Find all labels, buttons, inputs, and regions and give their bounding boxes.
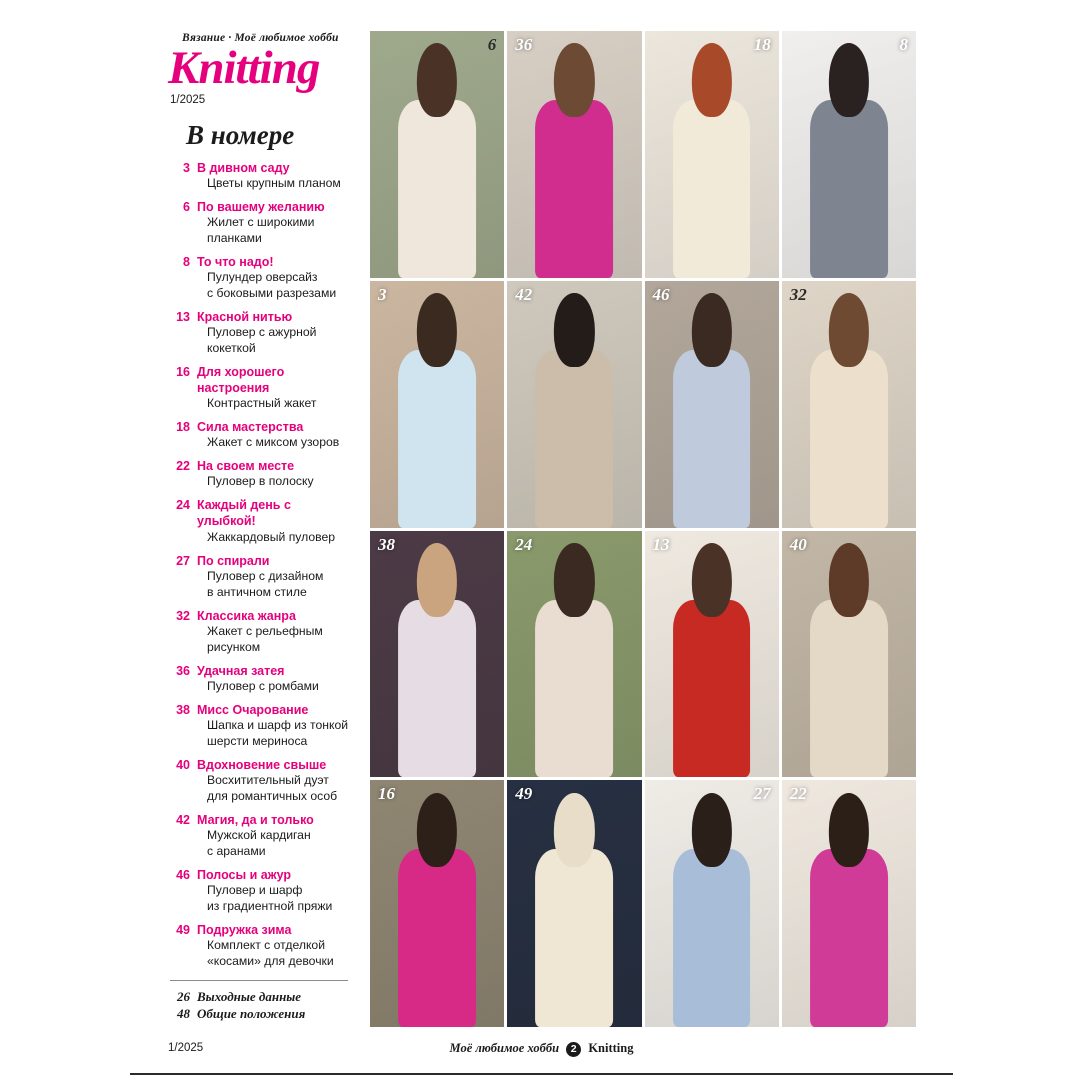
photo-cell[interactable] xyxy=(370,780,504,1027)
table-of-contents-footer xyxy=(168,989,352,1022)
contents-column xyxy=(168,32,352,1023)
masthead-kicker: Вязание · Моё любимое хобби xyxy=(182,32,339,44)
toc-item-title: То что надо! xyxy=(197,254,274,269)
photo-cell[interactable] xyxy=(507,780,641,1027)
photo-knitwear xyxy=(398,350,476,528)
toc-footer-item[interactable] xyxy=(168,1006,352,1022)
toc-item-body xyxy=(190,364,352,412)
photo-model-hair xyxy=(829,43,869,117)
photo-page-number: 46 xyxy=(652,284,670,304)
toc-item-subtitle: Комплект с отделкой «косами» для девочки xyxy=(207,937,334,968)
table-of-contents xyxy=(168,160,352,970)
photo-page-number: 49 xyxy=(515,784,533,804)
photo-model-hair xyxy=(554,43,594,117)
toc-item-page: 18 xyxy=(176,420,190,435)
photo-model-hair xyxy=(691,293,731,367)
photo-illustration xyxy=(645,780,779,1027)
toc-item-subtitle: Жилет с широкими планками xyxy=(207,215,315,245)
photo-page-number: 18 xyxy=(753,35,771,54)
toc-item-body xyxy=(190,419,339,451)
toc-item-subtitle: Пуловер с дизайном в античном стиле xyxy=(207,568,324,599)
toc-item-body xyxy=(190,553,323,601)
photo-illustration xyxy=(782,780,916,1027)
toc-item-subtitle: Жакет с рельефным рисунком xyxy=(207,623,323,654)
toc-item[interactable] xyxy=(168,757,352,805)
toc-item-page: 49 xyxy=(176,922,190,937)
toc-item-page: 27 xyxy=(176,553,190,568)
toc-item[interactable] xyxy=(168,364,352,412)
footer-brand-name: Knitting xyxy=(588,1041,634,1055)
toc-item[interactable] xyxy=(168,608,352,656)
toc-item-body xyxy=(190,608,323,656)
photo-cell[interactable] xyxy=(507,31,641,278)
toc-item-body xyxy=(190,497,352,545)
photo-page-number: 8 xyxy=(899,35,908,54)
toc-item-body xyxy=(190,199,325,247)
toc-item[interactable] xyxy=(168,309,352,357)
toc-item-body xyxy=(190,663,319,695)
toc-item-page: 24 xyxy=(176,498,190,513)
photo-knitwear xyxy=(398,849,476,1027)
bottom-rule xyxy=(130,1073,953,1075)
toc-item-page: 16 xyxy=(176,364,190,379)
toc-item-page: 36 xyxy=(176,663,190,678)
toc-item-title: Подружка зима xyxy=(197,922,292,937)
photo-illustration xyxy=(782,531,916,778)
photo-cell[interactable] xyxy=(782,281,916,528)
photo-knitwear xyxy=(810,849,888,1027)
photo-cell[interactable] xyxy=(507,281,641,528)
toc-item-subtitle: Цветы крупным планом xyxy=(207,175,341,190)
toc-item-title: Каждый день с улыбкой! xyxy=(197,498,291,529)
toc-item-page: 13 xyxy=(176,309,190,324)
photo-knitwear xyxy=(810,600,888,778)
toc-item-subtitle: Жакет с миксом узоров xyxy=(207,435,340,450)
toc-item-title: По вашему желанию xyxy=(197,199,325,214)
toc-item-title: По спирали xyxy=(197,553,270,568)
toc-item-title: В дивном саду xyxy=(197,160,290,175)
toc-item[interactable] xyxy=(168,160,352,192)
photo-model-hair xyxy=(691,43,731,117)
toc-item[interactable] xyxy=(168,663,352,695)
toc-item-page: 8 xyxy=(183,254,190,269)
toc-item[interactable] xyxy=(168,702,352,750)
photo-cell[interactable] xyxy=(645,780,779,1027)
photo-knitwear xyxy=(535,100,613,278)
photo-model-hair xyxy=(417,43,457,117)
photo-illustration xyxy=(645,531,779,778)
photo-knitwear xyxy=(535,350,613,528)
toc-item-title: Красной нитью xyxy=(197,309,293,324)
photo-knitwear xyxy=(810,350,888,528)
photo-cell[interactable] xyxy=(782,780,916,1027)
toc-footer-page: 48 xyxy=(177,1006,190,1022)
photo-page-number: 16 xyxy=(378,784,395,804)
toc-item-body xyxy=(190,812,314,860)
photo-illustration xyxy=(370,31,504,278)
toc-item-subtitle: Контрастный жакет xyxy=(207,396,317,411)
toc-item-body xyxy=(190,867,332,915)
toc-item-subtitle: Жаккардовый пуловер xyxy=(207,529,336,544)
toc-item-title: Магия, да и только xyxy=(197,812,314,827)
toc-item[interactable] xyxy=(168,922,352,970)
toc-footer-label: Общие положения xyxy=(197,1006,306,1022)
photo-page-number: 22 xyxy=(789,784,807,804)
photo-illustration xyxy=(370,780,504,1027)
toc-item-subtitle: Шапка и шарф из тонкой шерсти мериноса xyxy=(207,717,349,748)
page-title: В номере xyxy=(186,119,295,150)
footer-brand-prefix: Моё любимое хобби xyxy=(449,1041,560,1055)
photo-page-number: 3 xyxy=(378,284,387,304)
toc-item-title: Вдохновение свыше xyxy=(197,757,327,772)
toc-item-body xyxy=(190,309,317,357)
toc-item-subtitle: Восхитительный дуэт для романтичных особ xyxy=(207,772,338,803)
photo-model-hair xyxy=(554,293,594,367)
magazine-logo: Knitting xyxy=(168,42,320,94)
photo-illustration xyxy=(507,281,641,528)
photo-cell[interactable] xyxy=(782,531,916,778)
toc-item-page: 42 xyxy=(176,812,190,827)
toc-item-page: 32 xyxy=(176,608,190,623)
toc-footer-label: Выходные данные xyxy=(197,989,302,1005)
toc-item-subtitle: Пуловер и шарф из градиентной пряжи xyxy=(207,882,333,913)
photo-cell[interactable] xyxy=(370,31,504,278)
photo-illustration xyxy=(645,31,779,278)
photo-cell[interactable] xyxy=(507,531,641,778)
issue-number: 1/2025 xyxy=(170,93,206,106)
photo-model-hair xyxy=(417,793,457,867)
photo-page-number: 38 xyxy=(378,534,395,554)
photo-cell[interactable] xyxy=(645,31,779,278)
photo-page-number: 42 xyxy=(515,284,533,304)
photo-model-hair xyxy=(829,543,869,617)
footer-issue: 1/2025 xyxy=(168,1042,204,1054)
toc-item-body xyxy=(190,922,334,970)
toc-item-body xyxy=(190,254,336,302)
toc-item[interactable] xyxy=(168,419,352,451)
toc-item-page: 22 xyxy=(176,459,190,474)
photo-illustration xyxy=(782,281,916,528)
photo-knitwear xyxy=(535,600,613,778)
photo-illustration xyxy=(645,281,779,528)
photo-page-number: 27 xyxy=(753,784,771,804)
photo-model-hair xyxy=(417,293,457,367)
toc-item-body xyxy=(190,757,337,805)
toc-item[interactable] xyxy=(168,497,352,545)
photo-model-hair xyxy=(691,543,731,617)
toc-item[interactable] xyxy=(168,199,352,247)
toc-item[interactable] xyxy=(168,553,352,601)
photo-page-number: 13 xyxy=(652,534,670,554)
toc-item-body xyxy=(190,702,348,750)
photo-illustration xyxy=(370,281,504,528)
toc-item-subtitle: Мужской кардиган с аранами xyxy=(207,827,311,858)
toc-item[interactable] xyxy=(168,458,352,490)
photo-model-hair xyxy=(554,793,594,867)
toc-item[interactable] xyxy=(168,867,352,915)
photo-page-number: 40 xyxy=(789,534,807,554)
photo-page-number: 24 xyxy=(515,534,533,554)
photo-knitwear xyxy=(398,100,476,278)
photo-page-number: 32 xyxy=(789,284,807,304)
photo-cell[interactable] xyxy=(782,31,916,278)
toc-footer-item[interactable] xyxy=(168,989,352,1005)
toc-item-body xyxy=(190,458,314,490)
toc-item[interactable] xyxy=(168,254,352,302)
toc-item-title: Классика жанра xyxy=(197,608,296,623)
photo-knitwear xyxy=(673,350,751,528)
photo-model-hair xyxy=(829,293,869,367)
photo-illustration xyxy=(507,31,641,278)
photo-grid xyxy=(370,31,916,1027)
footer-brand xyxy=(0,1041,1083,1057)
photo-illustration xyxy=(782,31,916,278)
photo-cell[interactable] xyxy=(645,531,779,778)
toc-item-page: 6 xyxy=(183,199,190,214)
toc-item-title: Сила мастерства xyxy=(197,420,304,435)
photo-knitwear xyxy=(535,849,613,1027)
photo-knitwear xyxy=(673,600,751,778)
toc-item-subtitle: Пулундер оверсайз с боковыми разрезами xyxy=(207,269,337,300)
toc-item-page: 46 xyxy=(176,867,190,882)
divider xyxy=(170,980,348,981)
toc-footer-page: 26 xyxy=(177,989,190,1005)
footer-page-badge: 2 xyxy=(566,1042,581,1057)
photo-illustration xyxy=(507,531,641,778)
toc-item-title: На своем месте xyxy=(197,459,295,474)
toc-item-subtitle: Пуловер с ромбами xyxy=(207,678,319,693)
toc-item-title: Для хорошего настроения xyxy=(197,364,285,395)
photo-knitwear xyxy=(673,100,751,278)
photo-model-hair xyxy=(829,793,869,867)
toc-item-page: 38 xyxy=(176,702,190,717)
photo-knitwear xyxy=(810,100,888,278)
photo-model-hair xyxy=(554,543,594,617)
photo-model-hair xyxy=(691,793,731,867)
toc-item[interactable] xyxy=(168,812,352,860)
photo-cell[interactable] xyxy=(645,281,779,528)
toc-item-title: Удачная затея xyxy=(197,663,285,678)
toc-item-page: 3 xyxy=(183,160,190,175)
photo-page-number: 6 xyxy=(487,35,497,54)
toc-item-title: Полосы и ажур xyxy=(197,867,292,882)
photo-cell[interactable] xyxy=(370,531,504,778)
photo-knitwear xyxy=(673,849,751,1027)
toc-item-page: 40 xyxy=(176,757,190,772)
photo-cell[interactable] xyxy=(370,281,504,528)
toc-item-body xyxy=(190,160,341,192)
photo-illustration xyxy=(370,531,504,778)
photo-model-hair xyxy=(417,543,457,617)
photo-page-number: 36 xyxy=(515,35,533,54)
toc-item-title: Мисс Очарование xyxy=(197,702,309,717)
photo-knitwear xyxy=(398,600,476,778)
photo-illustration xyxy=(507,780,641,1027)
toc-item-subtitle: Пуловер с ажурной кокеткой xyxy=(207,324,317,355)
toc-item-subtitle: Пуловер в полоску xyxy=(207,474,314,489)
